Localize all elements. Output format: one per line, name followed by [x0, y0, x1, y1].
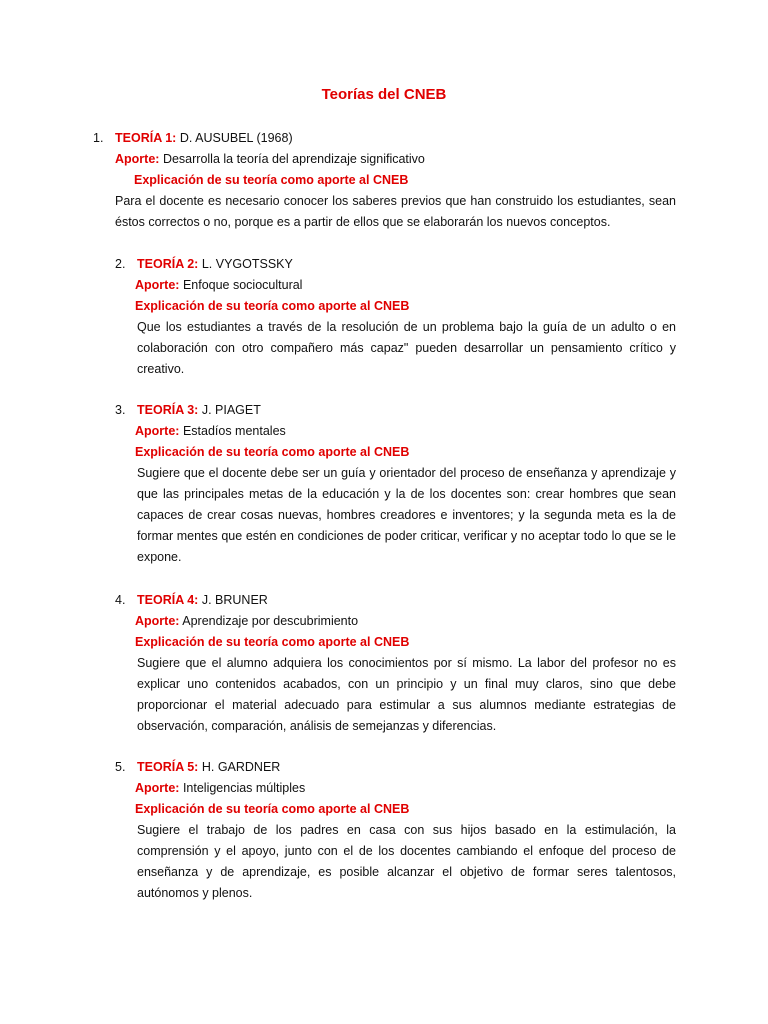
theory-label: TEORÍA 2: — [137, 257, 199, 271]
aporte-text: Enfoque sociocultural — [182, 278, 303, 292]
explicacion-heading: Explicación de su teoría como aporte al CNEB — [134, 173, 409, 187]
aporte-line — [115, 611, 676, 632]
aporte-label: Aporte: — [135, 278, 180, 292]
theory-explanation: Para el docente es necesario conocer los saberes previos que han construido los estudiantes, sean éstos correctos o no, porque es a partir de ellos que se elaborarán los nuevos conceptos. — [115, 194, 676, 229]
aporte-label: Aporte: — [135, 424, 180, 438]
aporte-line — [93, 149, 676, 170]
theory-author: L. VYGOTSSKY — [201, 257, 293, 271]
theory-explanation: Que los estudiantes a través de la resolución de un problema bajo la guía de un adulto o en colaboración con otro compañero más capaz" pueden desarrollar un pensamiento crítico y creativo. — [137, 320, 676, 376]
theory-heading — [115, 254, 676, 275]
theory-item-4 — [115, 590, 676, 737]
theory-item-1 — [93, 128, 676, 233]
theory-label: TEORÍA 1: — [115, 131, 177, 145]
theory-label: TEORÍA 4: — [137, 593, 199, 607]
theory-number: 1. — [93, 131, 104, 145]
theory-author: J. PIAGET — [201, 403, 261, 417]
theory-explanation: Sugiere que el alumno adquiera los conocimientos por sí mismo. La labor del profesor no es explicar uno contenidos acabados, con un principio y un final muy claros, sino que debe proporcionar el material adecuado para estimular a sus alumnos mediante estrategias de observación, comparación, análisis de semejanzas y diferencias. — [137, 656, 676, 733]
theory-explanation: Sugiere el trabajo de los padres en casa con sus hijos basado en la estimulación, la comprensión y el apoyo, junto con el de los docentes cambiando el enfoque del proceso de enseñanza y de aprendizaje, es posible alcanzar el objetivo de formar seres talentosos, autónomos y plenos. — [137, 823, 676, 900]
aporte-line — [115, 778, 676, 799]
aporte-line — [115, 275, 676, 296]
theory-heading — [115, 590, 676, 611]
theory-number: 2. — [115, 257, 126, 271]
theory-heading — [115, 400, 676, 421]
explicacion-heading: Explicación de su teoría como aporte al CNEB — [135, 635, 410, 649]
theory-item-5 — [115, 757, 676, 904]
aporte-text: Desarrolla la teoría del aprendizaje significativo — [162, 152, 425, 166]
aporte-text: Estadíos mentales — [182, 424, 286, 438]
explicacion-heading: Explicación de su teoría como aporte al CNEB — [135, 802, 410, 816]
aporte-label: Aporte: — [135, 781, 180, 795]
theory-author: D. AUSUBEL (1968) — [179, 131, 293, 145]
theory-label: TEORÍA 3: — [137, 403, 199, 417]
theory-item-2 — [115, 254, 676, 380]
page-title: Teorías del CNEB — [321, 86, 447, 103]
aporte-text: Aprendizaje por descubrimiento — [182, 614, 359, 628]
theory-explanation: Sugiere que el docente debe ser un guía y orientador del proceso de enseñanza y aprendizaje y que las principales metas de la educación y la de los docentes son: crear hombres que sean capaces de crear cosas nuevas, hombres creadores e inventores; y la segunda meta es la de formar mentes que estén en condiciones de poder criticar, verificar y no aceptar todo lo que se le expone. — [137, 466, 676, 564]
theory-author: H. GARDNER — [201, 760, 281, 774]
theory-number: 3. — [115, 403, 126, 417]
theory-author: J. BRUNER — [201, 593, 268, 607]
aporte-line — [115, 421, 676, 442]
theory-item-3 — [115, 400, 676, 568]
theory-heading — [115, 757, 676, 778]
aporte-label: Aporte: — [115, 152, 160, 166]
theory-number: 4. — [115, 593, 126, 607]
theory-number: 5. — [115, 760, 126, 774]
theory-label: TEORÍA 5: — [137, 760, 199, 774]
theory-heading — [93, 128, 676, 149]
aporte-label: Aporte: — [135, 614, 180, 628]
explicacion-heading: Explicación de su teoría como aporte al CNEB — [135, 445, 410, 459]
explicacion-heading: Explicación de su teoría como aporte al CNEB — [135, 299, 410, 313]
aporte-text: Inteligencias múltiples — [182, 781, 306, 795]
